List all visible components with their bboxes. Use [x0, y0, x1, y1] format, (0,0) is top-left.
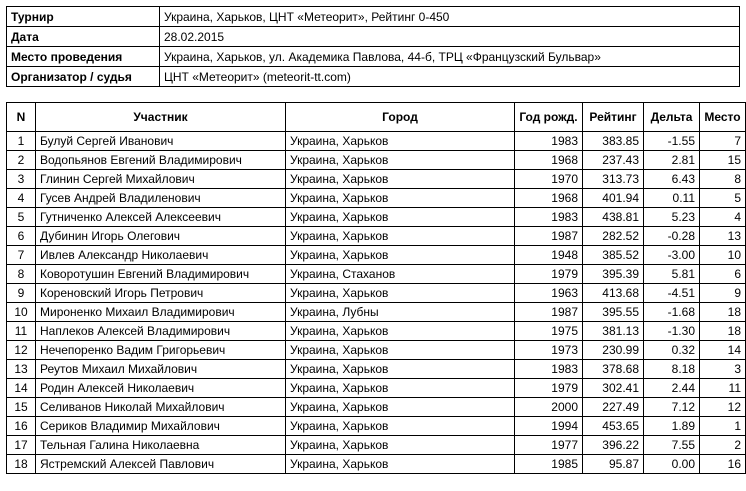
- rating-value: 378.68: [583, 360, 644, 379]
- row-number: 6: [7, 227, 36, 246]
- participant-city: Украина, Харьков: [286, 341, 515, 360]
- table-row: [7, 227, 746, 246]
- rating-value: 282.52: [583, 227, 644, 246]
- place-value: 9: [700, 284, 746, 303]
- row-number: 8: [7, 265, 36, 284]
- birth-year: 1994: [515, 417, 583, 436]
- row-number: 7: [7, 246, 36, 265]
- table-row: [7, 208, 746, 227]
- participant-name: Нечепоренко Вадим Григорьевич: [36, 341, 286, 360]
- delta-value: 7.55: [644, 436, 700, 455]
- birth-year: 1983: [515, 208, 583, 227]
- birth-year: 1987: [515, 227, 583, 246]
- table-row: [7, 170, 746, 189]
- participant-name: Коворотушин Евгений Владимирович: [36, 265, 286, 284]
- birth-year: 1968: [515, 189, 583, 208]
- delta-value: -1.68: [644, 303, 700, 322]
- place-value: 16: [700, 455, 746, 474]
- place-value: 6: [700, 265, 746, 284]
- participant-name: Дубинин Игорь Олегович: [36, 227, 286, 246]
- participant-name: Реутов Михаил Михайлович: [36, 360, 286, 379]
- info-row-tournament: [7, 7, 740, 27]
- participant-city: Украина, Харьков: [286, 227, 515, 246]
- table-row: [7, 436, 746, 455]
- delta-value: 0.11: [644, 189, 700, 208]
- participant-name: Родин Алексей Николаевич: [36, 379, 286, 398]
- table-row: [7, 303, 746, 322]
- place-value: 5: [700, 189, 746, 208]
- participant-city: Украина, Харьков: [286, 322, 515, 341]
- row-number: 2: [7, 151, 36, 170]
- rating-value: 302.41: [583, 379, 644, 398]
- rating-value: 237.43: [583, 151, 644, 170]
- table-row: [7, 417, 746, 436]
- participant-city: Украина, Харьков: [286, 246, 515, 265]
- tournament-value: Украина, Харьков, ЦНТ «Метеорит», Рейтинг 0-450: [160, 7, 740, 27]
- delta-value: 2.44: [644, 379, 700, 398]
- participant-city: Украина, Харьков: [286, 132, 515, 151]
- header-birth-year: Год рожд.: [515, 103, 583, 132]
- results-table: [6, 102, 746, 474]
- row-number: 12: [7, 341, 36, 360]
- info-row-date: [7, 27, 740, 47]
- delta-value: 6.43: [644, 170, 700, 189]
- row-number: 18: [7, 455, 36, 474]
- participant-city: Украина, Лубны: [286, 303, 515, 322]
- participant-name: Кореновский Игорь Петрович: [36, 284, 286, 303]
- header-number: N: [7, 103, 36, 132]
- tournament-info-table: [6, 6, 740, 87]
- venue-label: Место проведения: [7, 47, 160, 67]
- participant-city: Украина, Харьков: [286, 284, 515, 303]
- place-value: 1: [700, 417, 746, 436]
- delta-value: 5.81: [644, 265, 700, 284]
- rating-value: 438.81: [583, 208, 644, 227]
- venue-value: Украина, Харьков, ул. Академика Павлова, 44-б, ТРЦ «Французский Бульвар»: [160, 47, 740, 67]
- table-row: [7, 379, 746, 398]
- results-body: [7, 132, 746, 474]
- row-number: 15: [7, 398, 36, 417]
- organizer-value: ЦНТ «Метеорит» (meteorit-tt.com): [160, 67, 740, 87]
- place-value: 3: [700, 360, 746, 379]
- table-row: [7, 455, 746, 474]
- table-row: [7, 151, 746, 170]
- birth-year: 2000: [515, 398, 583, 417]
- participant-city: Украина, Харьков: [286, 360, 515, 379]
- rating-value: 396.22: [583, 436, 644, 455]
- date-value: 28.02.2015: [160, 27, 740, 47]
- table-row: [7, 284, 746, 303]
- results-header-row: [7, 103, 746, 132]
- delta-value: -1.55: [644, 132, 700, 151]
- place-value: 13: [700, 227, 746, 246]
- table-row: [7, 360, 746, 379]
- delta-value: 8.18: [644, 360, 700, 379]
- birth-year: 1970: [515, 170, 583, 189]
- participant-city: Украина, Харьков: [286, 436, 515, 455]
- birth-year: 1977: [515, 436, 583, 455]
- row-number: 14: [7, 379, 36, 398]
- birth-year: 1987: [515, 303, 583, 322]
- header-delta: Дельта: [644, 103, 700, 132]
- rating-value: 453.65: [583, 417, 644, 436]
- delta-value: 0.32: [644, 341, 700, 360]
- participant-name: Глинин Сергей Михайлович: [36, 170, 286, 189]
- table-row: [7, 246, 746, 265]
- rating-value: 385.52: [583, 246, 644, 265]
- participant-city: Украина, Харьков: [286, 208, 515, 227]
- header-place: Место: [700, 103, 746, 132]
- row-number: 3: [7, 170, 36, 189]
- row-number: 16: [7, 417, 36, 436]
- participant-city: Украина, Харьков: [286, 170, 515, 189]
- row-number: 9: [7, 284, 36, 303]
- participant-name: Водопьянов Евгений Владимирович: [36, 151, 286, 170]
- place-value: 12: [700, 398, 746, 417]
- birth-year: 1979: [515, 379, 583, 398]
- participant-name: Сериков Владимир Михайлович: [36, 417, 286, 436]
- date-label: Дата: [7, 27, 160, 47]
- participant-name: Ивлев Александр Николаевич: [36, 246, 286, 265]
- table-row: [7, 341, 746, 360]
- tournament-label: Турнир: [7, 7, 160, 27]
- participant-city: Украина, Харьков: [286, 189, 515, 208]
- delta-value: 2.81: [644, 151, 700, 170]
- participant-city: Украина, Харьков: [286, 455, 515, 474]
- info-row-venue: [7, 47, 740, 67]
- rating-value: 95.87: [583, 455, 644, 474]
- participant-name: Наплеков Алексей Владимирович: [36, 322, 286, 341]
- participant-city: Украина, Харьков: [286, 151, 515, 170]
- participant-name: Гутниченко Алексей Алексеевич: [36, 208, 286, 227]
- row-number: 4: [7, 189, 36, 208]
- place-value: 15: [700, 151, 746, 170]
- row-number: 11: [7, 322, 36, 341]
- birth-year: 1948: [515, 246, 583, 265]
- place-value: 4: [700, 208, 746, 227]
- participant-city: Украина, Стаханов: [286, 265, 515, 284]
- place-value: 2: [700, 436, 746, 455]
- participant-name: Гусев Андрей Владиленович: [36, 189, 286, 208]
- place-value: 11: [700, 379, 746, 398]
- rating-value: 383.85: [583, 132, 644, 151]
- table-row: [7, 132, 746, 151]
- birth-year: 1975: [515, 322, 583, 341]
- row-number: 13: [7, 360, 36, 379]
- delta-value: 7.12: [644, 398, 700, 417]
- participant-name: Ястремский Алексей Павлович: [36, 455, 286, 474]
- table-row: [7, 322, 746, 341]
- birth-year: 1985: [515, 455, 583, 474]
- table-row: [7, 189, 746, 208]
- table-row: [7, 398, 746, 417]
- row-number: 17: [7, 436, 36, 455]
- delta-value: -3.00: [644, 246, 700, 265]
- rating-value: 395.39: [583, 265, 644, 284]
- place-value: 18: [700, 303, 746, 322]
- delta-value: 5.23: [644, 208, 700, 227]
- delta-value: 1.89: [644, 417, 700, 436]
- participant-name: Тельная Галина Николаевна: [36, 436, 286, 455]
- organizer-label: Организатор / судья: [7, 67, 160, 87]
- rating-value: 230.99: [583, 341, 644, 360]
- header-city: Город: [286, 103, 515, 132]
- rating-value: 401.94: [583, 189, 644, 208]
- birth-year: 1968: [515, 151, 583, 170]
- delta-value: -1.30: [644, 322, 700, 341]
- birth-year: 1979: [515, 265, 583, 284]
- row-number: 10: [7, 303, 36, 322]
- header-rating: Рейтинг: [583, 103, 644, 132]
- participant-name: Булуй Сергей Иванович: [36, 132, 286, 151]
- place-value: 8: [700, 170, 746, 189]
- rating-value: 313.73: [583, 170, 644, 189]
- rating-value: 227.49: [583, 398, 644, 417]
- birth-year: 1973: [515, 341, 583, 360]
- participant-city: Украина, Харьков: [286, 398, 515, 417]
- row-number: 1: [7, 132, 36, 151]
- birth-year: 1983: [515, 360, 583, 379]
- participant-name: Мироненко Михаил Владимирович: [36, 303, 286, 322]
- info-row-organizer: [7, 67, 740, 87]
- birth-year: 1983: [515, 132, 583, 151]
- rating-value: 395.55: [583, 303, 644, 322]
- rating-value: 413.68: [583, 284, 644, 303]
- row-number: 5: [7, 208, 36, 227]
- participant-city: Украина, Харьков: [286, 417, 515, 436]
- place-value: 10: [700, 246, 746, 265]
- delta-value: -4.51: [644, 284, 700, 303]
- delta-value: 0.00: [644, 455, 700, 474]
- participant-name: Селиванов Николай Михайлович: [36, 398, 286, 417]
- rating-value: 381.13: [583, 322, 644, 341]
- place-value: 18: [700, 322, 746, 341]
- birth-year: 1963: [515, 284, 583, 303]
- header-participant: Участник: [36, 103, 286, 132]
- place-value: 14: [700, 341, 746, 360]
- delta-value: -0.28: [644, 227, 700, 246]
- place-value: 7: [700, 132, 746, 151]
- participant-city: Украина, Харьков: [286, 379, 515, 398]
- table-row: [7, 265, 746, 284]
